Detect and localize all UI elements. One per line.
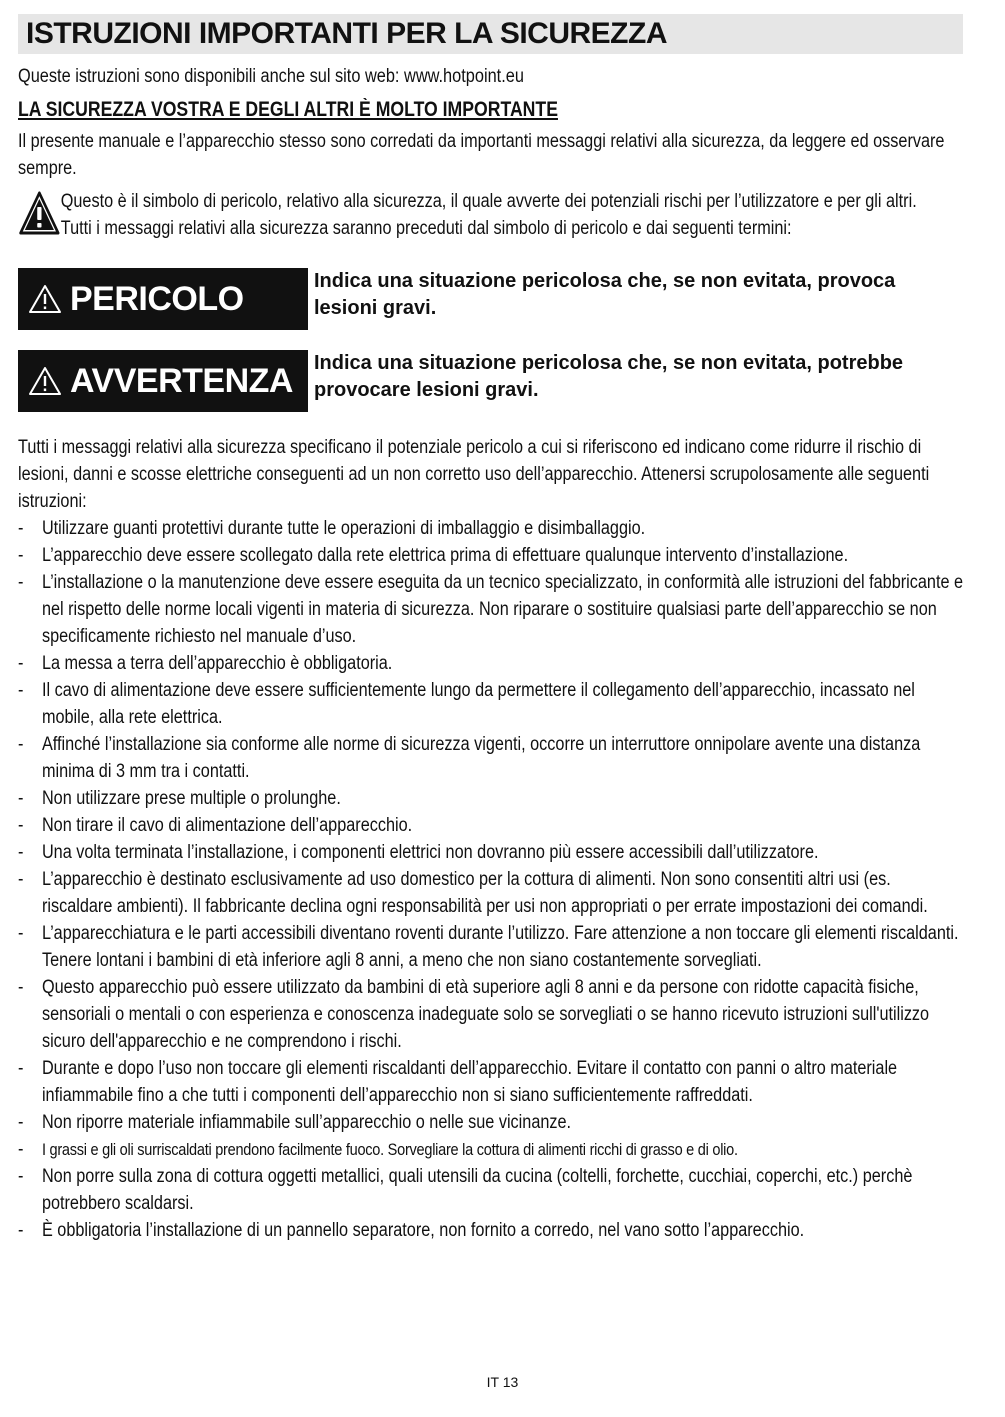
list-item: - L’apparecchio deve essere scollegato dalla rete elettrica prima di effettuare qualunque intervento d’installazione. [18, 545, 849, 566]
list-item: - Utilizzare guanti protettivi durante tutte le operazioni di imballaggio e disimballaggio. [18, 518, 646, 539]
intro-paragraph: Il presente manuale e l’apparecchio stesso sono corredati da importanti messaggi relativi alla sicurezza, da leggere ed osservare sempre. [18, 131, 945, 179]
list-item: - Il cavo di alimentazione deve essere sufficientemente lungo da permettere il collegamento dell’apparecchio, incassato nel mobile, alla rete elettrica. [18, 680, 915, 728]
list-item: - Non tirare il cavo di alimentazione dell’apparecchio. [18, 815, 413, 836]
list-item: - Affinché l’installazione sia conforme alle norme di sicurezza vigenti, occorre un interruttore onnipolare avente una distanza minima di 3 mm tra i contatti. [18, 734, 921, 782]
symbol-terms-note: Tutti i messaggi relativi alla sicurezza saranno preceduti dal simbolo di pericolo e dai seguenti termini: [60, 218, 792, 239]
page-number: IT 13 [486, 1374, 519, 1390]
warning-description: Indica una situazione pericolosa che, se non evitata, potrebbe provocare lesioni gravi. [314, 352, 904, 401]
symbol-explanation [18, 188, 963, 242]
list-item: - Non riporre materiale infiammabile sull’apparecchio o nelle sue vicinanze. [18, 1112, 572, 1133]
warning-outline-icon [28, 366, 62, 396]
page-title [18, 14, 963, 54]
list-item: - L’apparecchiatura e le parti accessibili diventano roventi durante l’utilizzo. Fare attenzione a non toccare gli elementi riscaldanti. Tenere lontani i bambini di età inferiore agli 8 anni, a meno che non siano costantemente sorvegliati. [18, 923, 959, 971]
website-note: Queste istruzioni sono disponibili anche sul sito web: www.hotpoint.eu [18, 66, 524, 87]
body-intro-paragraph: Tutti i messaggi relativi alla sicurezza specificano il potenziale pericolo a cui si riferiscono ed indicano come ridurre il rischio di lesioni, danni e scosse elettriche conseguenti ad un non corretto uso dell’apparecchio. Attenersi scrupolosamente alle seguenti istruzioni: [18, 437, 930, 512]
danger-label-box [18, 268, 308, 330]
list-item: - L’apparecchio è destinato esclusivamente ad uso domestico per la cottura di alimenti. Non sono consentiti altri usi (es. riscaldare ambienti). Il fabbricante declina ogni responsabilità per usi non appropriati o per errate impostazioni dei comandi. [18, 869, 928, 917]
warning-outline-icon [28, 284, 62, 314]
warning-word: AVVERTENZA [70, 361, 293, 400]
signal-warning [18, 350, 963, 412]
list-item: - Una volta terminata l’installazione, i componenti elettrici non dovranno più essere accessibili dall’utilizzatore. [18, 842, 819, 863]
danger-description: Indica una situazione pericolosa che, se non evitata, provoca lesioni gravi. [314, 270, 896, 319]
list-item: - Non utilizzare prese multiple o prolunghe. [18, 788, 341, 809]
list-item: - La messa a terra dell’apparecchio è obbligatoria. [18, 653, 393, 674]
warning-label-box [18, 350, 308, 412]
signal-danger [18, 268, 963, 330]
danger-word: PERICOLO [70, 279, 244, 318]
list-item: - È obbligatoria l’installazione di un pannello separatore, non fornito a corredo, nel vano sotto l’apparecchio. [18, 1220, 805, 1241]
list-item: - L’installazione o la manutenzione deve essere eseguita da un tecnico specializzato, in conformità alle istruzioni del fabbricante e nel rispetto delle norme locali vigenti in materia di sicurezza. Non riparare o sostituire qualsiasi parte dell’apparecchio se non specificamente richiesto nel manuale d’uso. [18, 572, 964, 647]
instructions-section [18, 434, 963, 1244]
warning-triangle-icon [18, 188, 61, 242]
list-item: - I grassi e gli oli surriscaldati prendono facilmente fuoco. Sorvegliare la cottura di alimenti ricchi di grasso e di olio. [18, 1139, 738, 1160]
list-item: - Durante e dopo l’uso non toccare gli elementi riscaldanti dell’apparecchio. Evitare il contatto con panni o altro materiale infiammabile fino a che tutti i componenti dell’apparecchio non si siano sufficientemente raffreddati. [18, 1058, 898, 1106]
instructions-list [18, 515, 963, 1244]
symbol-description: Questo è il simbolo di pericolo, relativo alla sicurezza, il quale avverte dei potenziali rischi per l’utilizzatore e per gli altri. [60, 191, 917, 212]
list-item: - Questo apparecchio può essere utilizzato da bambini di età superiore agli 8 anni e da persone con ridotte capacità fisiche, sensoriali o mentali o con esperienza e conoscenza inadeguate solo se sorvegliati o se hanno ricevuto istruzioni sull'utilizzo sicuro dell'apparecchio e ne comprendono i rischi. [18, 977, 930, 1052]
section-heading: LA SICUREZZA VOSTRA E DEGLI ALTRI È MOLTO IMPORTANTE [18, 98, 558, 121]
list-item: - Non porre sulla zona di cottura oggetti metallici, quali utensili da cucina (coltelli, forchette, cucchiai, coperchi, etc.) perchè potrebbero scaldarsi. [18, 1166, 913, 1214]
page-title-text: ISTRUZIONI IMPORTANTI PER LA SICUREZZA [26, 17, 667, 50]
